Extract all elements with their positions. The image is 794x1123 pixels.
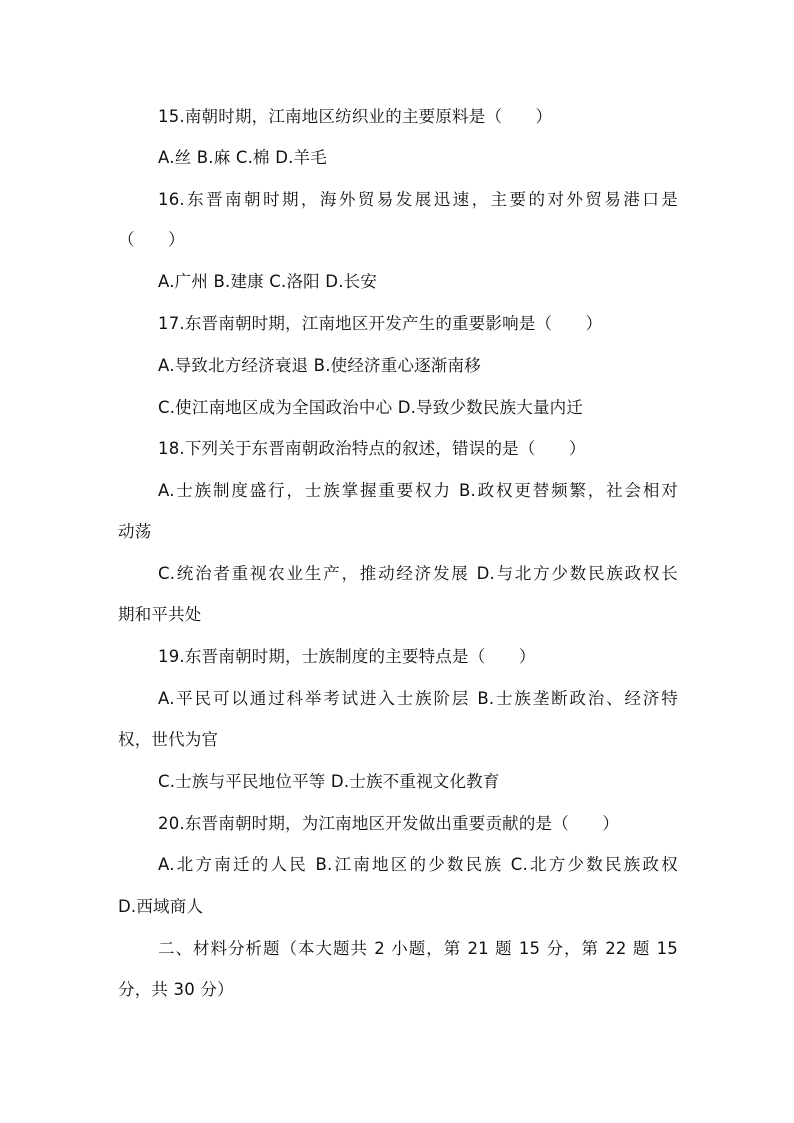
question-20-stem: 20.东晋南朝时期，为江南地区开发做出重要贡献的是（ ） (158, 814, 620, 833)
question-20-options-line-1: A.北方南迁的人民 B.江南地区的少数民族 C.北方少数民族政权 (158, 855, 678, 874)
question-16-stem-line-1: 16.东晋南朝时期，海外贸易发展迅速，主要的对外贸易港口是 (158, 190, 678, 209)
question-20-options-line-2: D.西域商人 (118, 897, 204, 916)
question-19-options-line-1: A.平民可以通过科举考试进入士族阶层 B.士族垄断政治、经济特 (158, 689, 678, 708)
question-18-stem: 18.下列关于东晋南朝政治特点的叙述，错误的是（ ） (158, 439, 586, 458)
question-18-options-line-3: C.统治者重视农业生产，推动经济发展 D.与北方少数民族政权长 (158, 564, 678, 583)
question-17-options-line-1: A.导致北方经济衰退 B.使经济重心逐渐南移 (158, 356, 481, 375)
question-17-options-line-2: C.使江南地区成为全国政治中心 D.导致少数民族大量内迁 (158, 398, 584, 417)
question-15-options: A.丝 B.麻 C.棉 D.羊毛 (158, 148, 327, 167)
question-19-stem: 19.东晋南朝时期，士族制度的主要特点是（ ） (158, 647, 536, 666)
section-heading-line-1: 二、材料分析题（本大题共 2 小题，第 21 题 15 分，第 22 题 15 (158, 939, 678, 958)
section-heading-line-2: 分，共 30 分） (118, 980, 234, 999)
question-18-options-line-4: 期和平共处 (118, 605, 202, 624)
question-19-options-line-2: 权，世代为官 (118, 730, 219, 749)
question-18-options-line-1: A.士族制度盛行，士族掌握重要权力 B.政权更替频繁，社会相对 (158, 481, 678, 500)
question-15-stem: 15.南朝时期，江南地区纺织业的主要原料是（ ） (158, 107, 553, 126)
question-18-options-line-2: 动荡 (118, 522, 152, 541)
question-16-options: A.广州 B.建康 C.洛阳 D.长安 (158, 272, 378, 291)
question-17-stem: 17.东晋南朝时期，江南地区开发产生的重要影响是（ ） (158, 314, 603, 333)
question-19-options-line-3: C.士族与平民地位平等 D.士族不重视文化教育 (158, 772, 500, 791)
question-16-stem-line-2: （ ） (118, 230, 185, 249)
